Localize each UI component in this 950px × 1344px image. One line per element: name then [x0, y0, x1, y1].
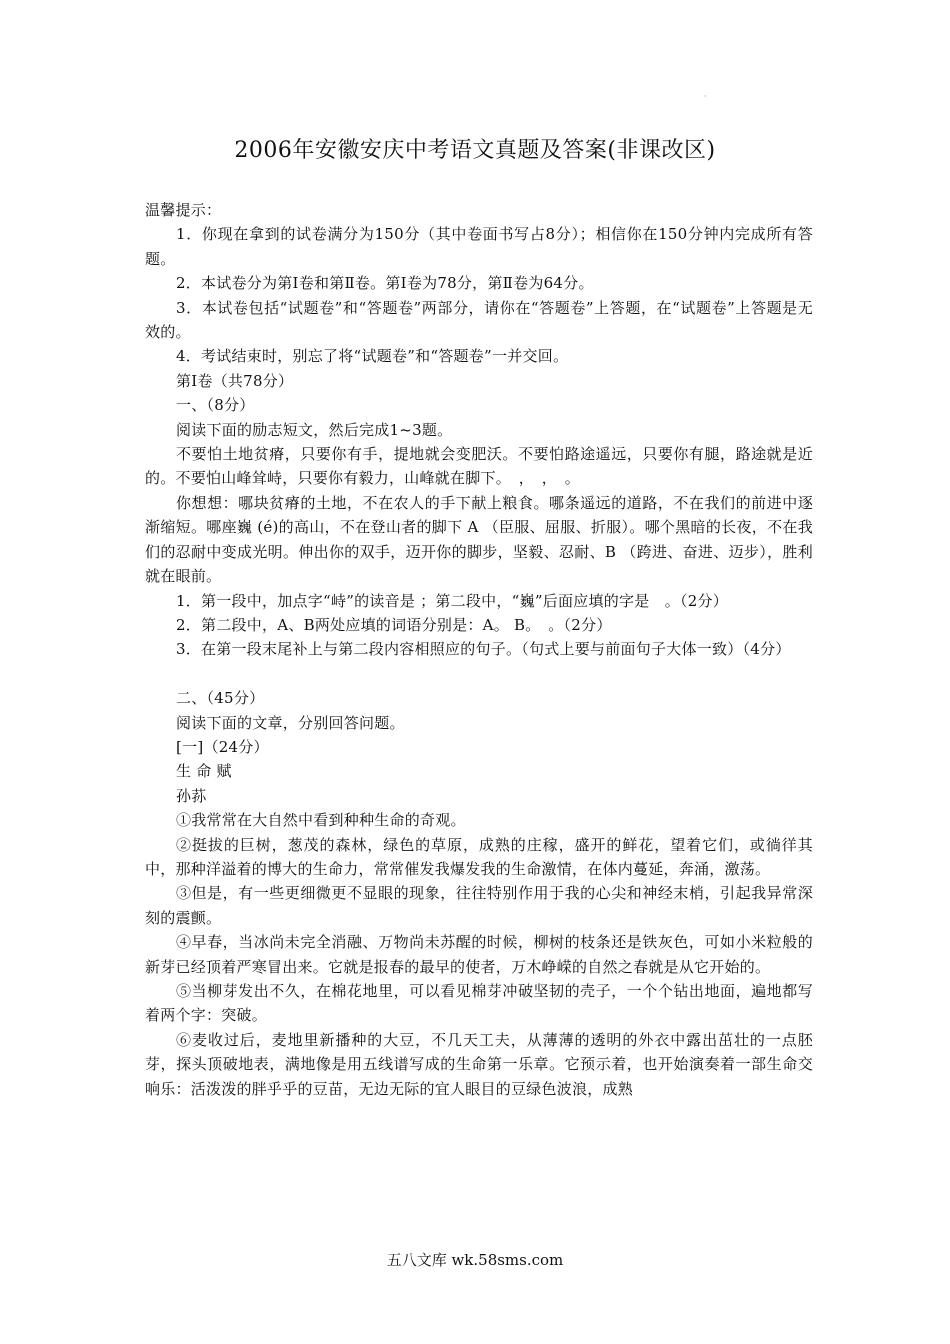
page-mark: ·	[704, 92, 707, 101]
paragraph: ②挺拔的巨树，葱茂的森林，绿色的草原，成熟的庄稼，盛开的鲜花，望着它们，或徜徉其中，那种洋溢着的博大的生命力，常常催发我爆发我的生命激情，在体内蔓延，奔涌，激荡。	[145, 835, 813, 878]
paragraph: 阅读下面的文章，分别回答问题。	[176, 713, 405, 732]
paragraph: 孙荪	[176, 786, 207, 805]
paragraph: 2．本试卷分为第Ⅰ卷和第Ⅱ卷。第Ⅰ卷为78分，第Ⅱ卷为64分。	[176, 274, 594, 293]
page-title: 2006年安徽安庆中考语文真题及答案(非课改区)	[234, 138, 716, 163]
paragraph: 阅读下面的励志短文，然后完成1~3题。	[176, 420, 453, 439]
paragraph: [一]（24分）	[176, 737, 269, 756]
paragraph: 生 命 赋	[176, 762, 232, 781]
paragraph: ⑤当柳芽发出不久，在棉花地里，可以看见棉芽冲破坚韧的壳子，一个个钻出地面，遍地都写着两个字：突破。	[145, 981, 813, 1025]
paragraph: 二、（45分）	[176, 689, 265, 708]
paragraph: 3．本试卷包括“试题卷”和“答题卷”两部分，请你在“答题卷”上答题，在“试题卷”上答题是无效的。	[145, 298, 813, 342]
paragraph: 不要怕土地贫瘠，只要你有手，提地就会变肥沃。不要怕路途遥远，只要你有腿，路途就是近的。不要怕山峰耸峙，只要你有毅力，山峰就在脚下。 ， ， 。	[145, 445, 813, 488]
blank-line	[145, 662, 813, 686]
paragraph: ①我常常在大自然中看到种种生命的奇观。	[176, 811, 466, 830]
paragraph: ⑥麦收过后，麦地里新播种的大豆，不几天工夫，从薄薄的透明的外衣中露出茁壮的一点胚芽，探头顶破地表，满地像是用五线谱写成的生命第一乐章。它预示着，也开始演奏着一部生命交响乐：活泼泼的胖乎乎的豆苗，无边无际的宜人眼目的豆绿色波浪，成熟	[145, 1030, 813, 1098]
document-body	[145, 198, 813, 1101]
paragraph: 1．第一段中，加点字“峙”的读音是 ；第二段中，“巍”后面应填的字是 。（2分）	[176, 591, 729, 610]
paragraph: 4．考试结束时，别忘了将“试题卷”和“答题卷”一并交回。	[176, 347, 569, 366]
paragraph: 1．你现在拿到的试卷满分为150分（其中卷面书写占8分）；相信你在150分钟内完成所有答题。	[145, 225, 813, 268]
paragraph: 一、（8分）	[176, 396, 255, 415]
paragraph: 你想想：哪块贫瘠的土地，不在农人的手下献上粮食。哪条遥远的道路，不在我们的前进中逐渐缩短。哪座巍 (é)的高山，不在登山者的脚下 A （臣服、屈服、折服）。哪个黑暗的长夜，不在我们的忍耐中变成光明。伸出你的双手，迈开你的脚步，坚毅、忍耐、B （跨进、奋进、迈步），胜利就在眼前。	[145, 493, 813, 586]
paragraph: 3．在第一段末尾补上与第二段内容相照应的句子。（句式上要与前面句子大体一致）（4分）	[176, 640, 791, 659]
paragraph: 第Ⅰ卷（共78分）	[176, 371, 294, 390]
footer-watermark[interactable]: 五八文库 wk.58sms.com	[386, 1251, 564, 1269]
paragraph: ④早春，当冰尚未完全消融、万物尚未苏醒的时候，柳树的枝条还是铁灰色，可如小米粒般的新芽已经顶着严寒冒出来。它就是报春的最早的使者，万木峥嵘的自然之春就是从它开始的。	[145, 933, 813, 976]
paragraph: 温馨提示：	[145, 201, 222, 219]
paragraph: 2．第二段中，A、B两处应填的词语分别是：A。 B。 。（2分）	[176, 615, 612, 634]
paragraph: ③但是，有一些更细微更不显眼的现象，往往特别作用于我的心尖和神经末梢，引起我异常深刻的震颤。	[145, 884, 813, 927]
